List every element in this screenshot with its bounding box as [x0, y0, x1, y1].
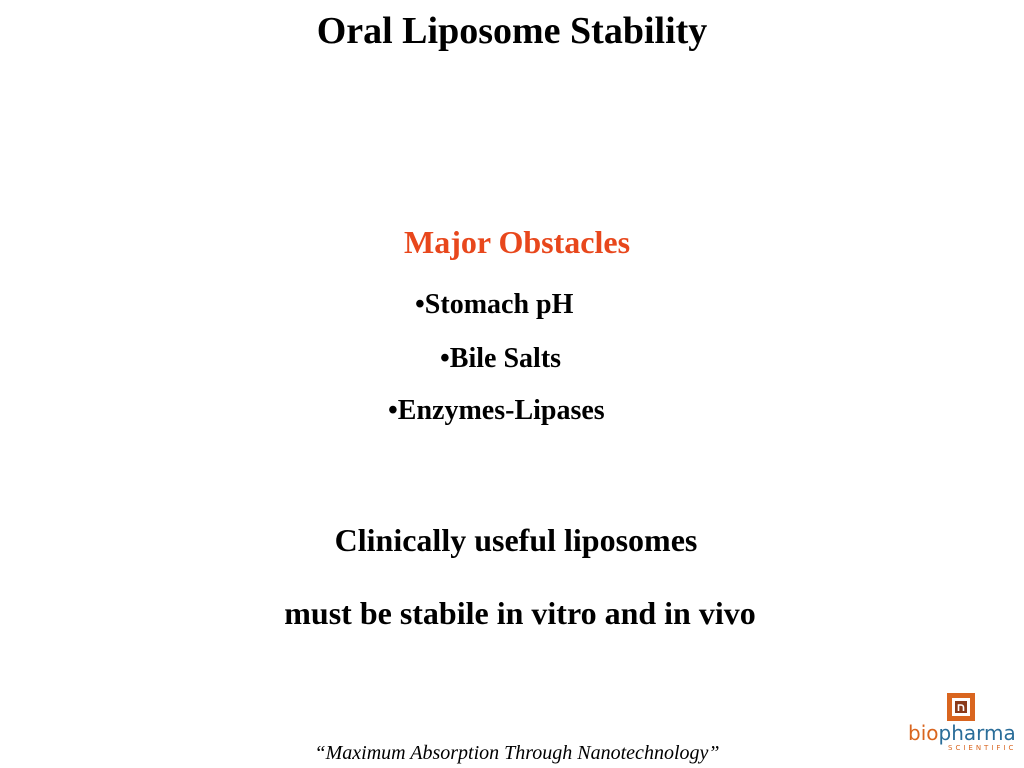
- tagline: “Maximum Absorption Through Nanotechnology”: [314, 742, 720, 764]
- bullet-item-stomach-ph: •Stomach pH: [415, 289, 574, 320]
- bullet-item-enzymes-lipases: •Enzymes-Lipases: [388, 395, 605, 426]
- logo-wordmark: [908, 721, 1016, 745]
- logo-word-pharma: pharma: [938, 721, 1016, 745]
- statement-line-1: Clinically useful liposomes: [334, 522, 698, 558]
- obstacles-heading: Major Obstacles: [403, 224, 631, 260]
- company-logo: [908, 692, 1017, 754]
- bullet-item-bile-salts: •Bile Salts: [440, 343, 562, 374]
- logo-subtext: SCIENTIFIC: [948, 744, 1017, 752]
- statement-line-2: must be stabile in vitro and in vivo: [284, 595, 756, 631]
- logo-word-bio: bio: [908, 721, 939, 745]
- biopharma-logo-mark-icon: [946, 692, 976, 722]
- slide-title: Oral Liposome Stability: [316, 10, 708, 52]
